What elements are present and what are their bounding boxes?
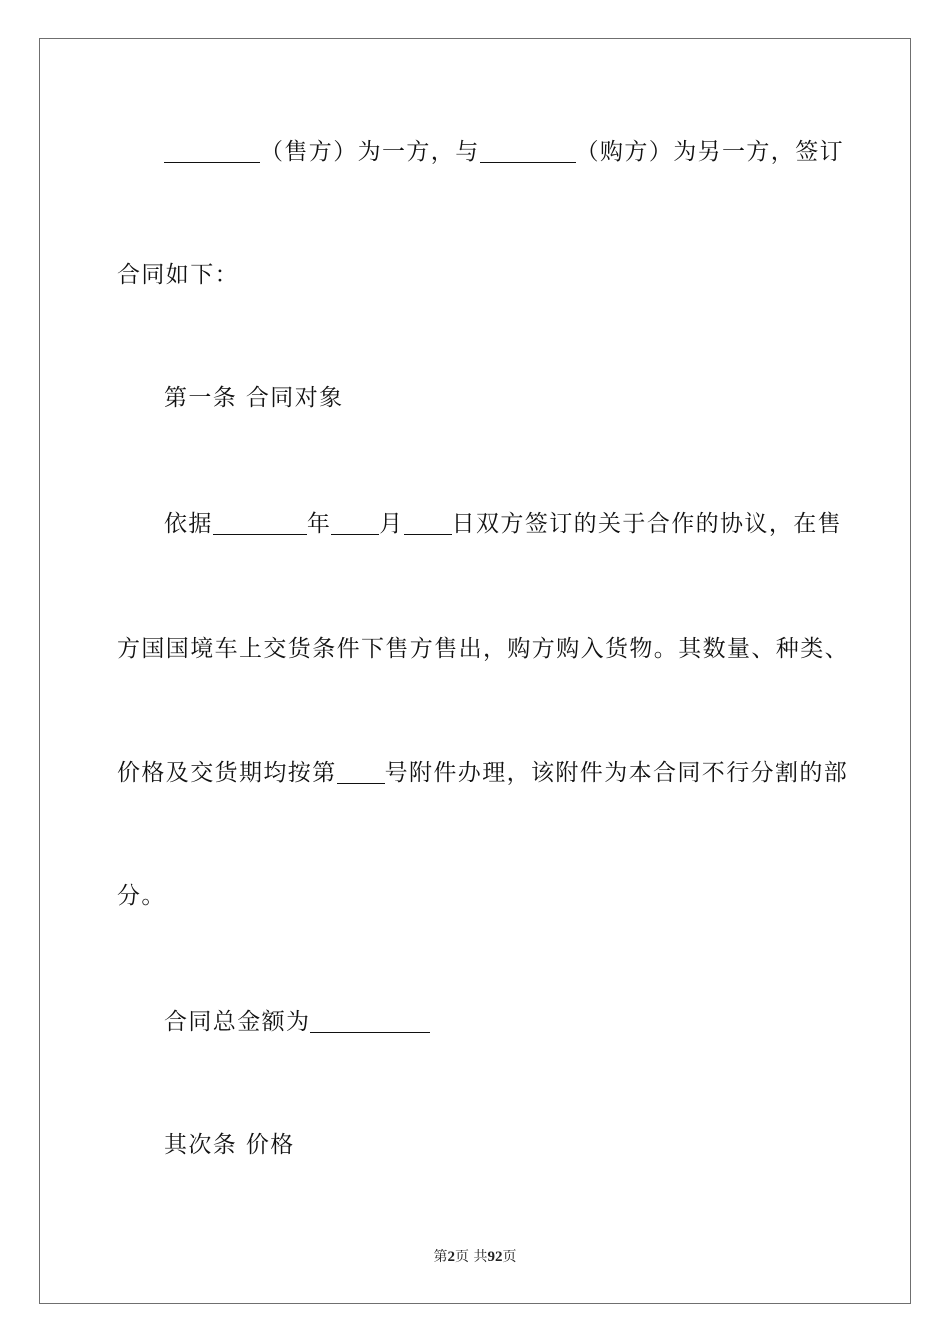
line6-text-b: 号附件办理，该附件为本合同不行分割的部 [384, 760, 849, 786]
footer-total-pages: 92 [487, 1249, 503, 1265]
paragraph-line-8 [164, 1006, 833, 1038]
paragraph-line-7: 分。 [117, 883, 166, 909]
page-footer [0, 1247, 950, 1267]
line4-month-label: 月 [379, 511, 404, 537]
footer-page-number: 2 [447, 1249, 456, 1265]
paragraph-line-1 [164, 136, 845, 168]
footer-middle: 页 共 [455, 1249, 488, 1265]
line4-text-b: 日双方签订的关于合作的协议，在售 [451, 511, 843, 537]
seller-name-blank [164, 138, 260, 163]
article-1-heading: 第一条 合同对象 [164, 385, 344, 411]
line1-text-b: （购方）为另一方，签订 [575, 139, 845, 165]
day-blank [404, 510, 452, 535]
line6-text-a: 价格及交货期均按第 [117, 760, 337, 786]
line1-text-a: （售方）为一方，与 [260, 139, 480, 165]
article-2-heading: 其次条 价格 [164, 1132, 295, 1158]
paragraph-line-2: 合同如下： [117, 262, 239, 288]
total-amount-label: 合同总金额为 [164, 1009, 311, 1035]
line4-year-label: 年 [306, 511, 332, 537]
footer-suffix: 页 [502, 1249, 517, 1265]
buyer-name-blank [480, 138, 576, 163]
month-blank [331, 510, 379, 535]
page-border [39, 38, 911, 1304]
paragraph-line-5: 方国国境车上交货条件下售方售出，购方购入货物。其数量、种类、 [117, 636, 849, 662]
annex-number-blank [337, 759, 385, 784]
paragraph-line-4 [164, 508, 843, 540]
line4-text-a: 依据 [164, 511, 213, 537]
total-amount-blank [310, 1008, 430, 1033]
footer-prefix: 第 [433, 1249, 448, 1265]
paragraph-line-6 [117, 757, 849, 789]
year-blank [213, 510, 307, 535]
